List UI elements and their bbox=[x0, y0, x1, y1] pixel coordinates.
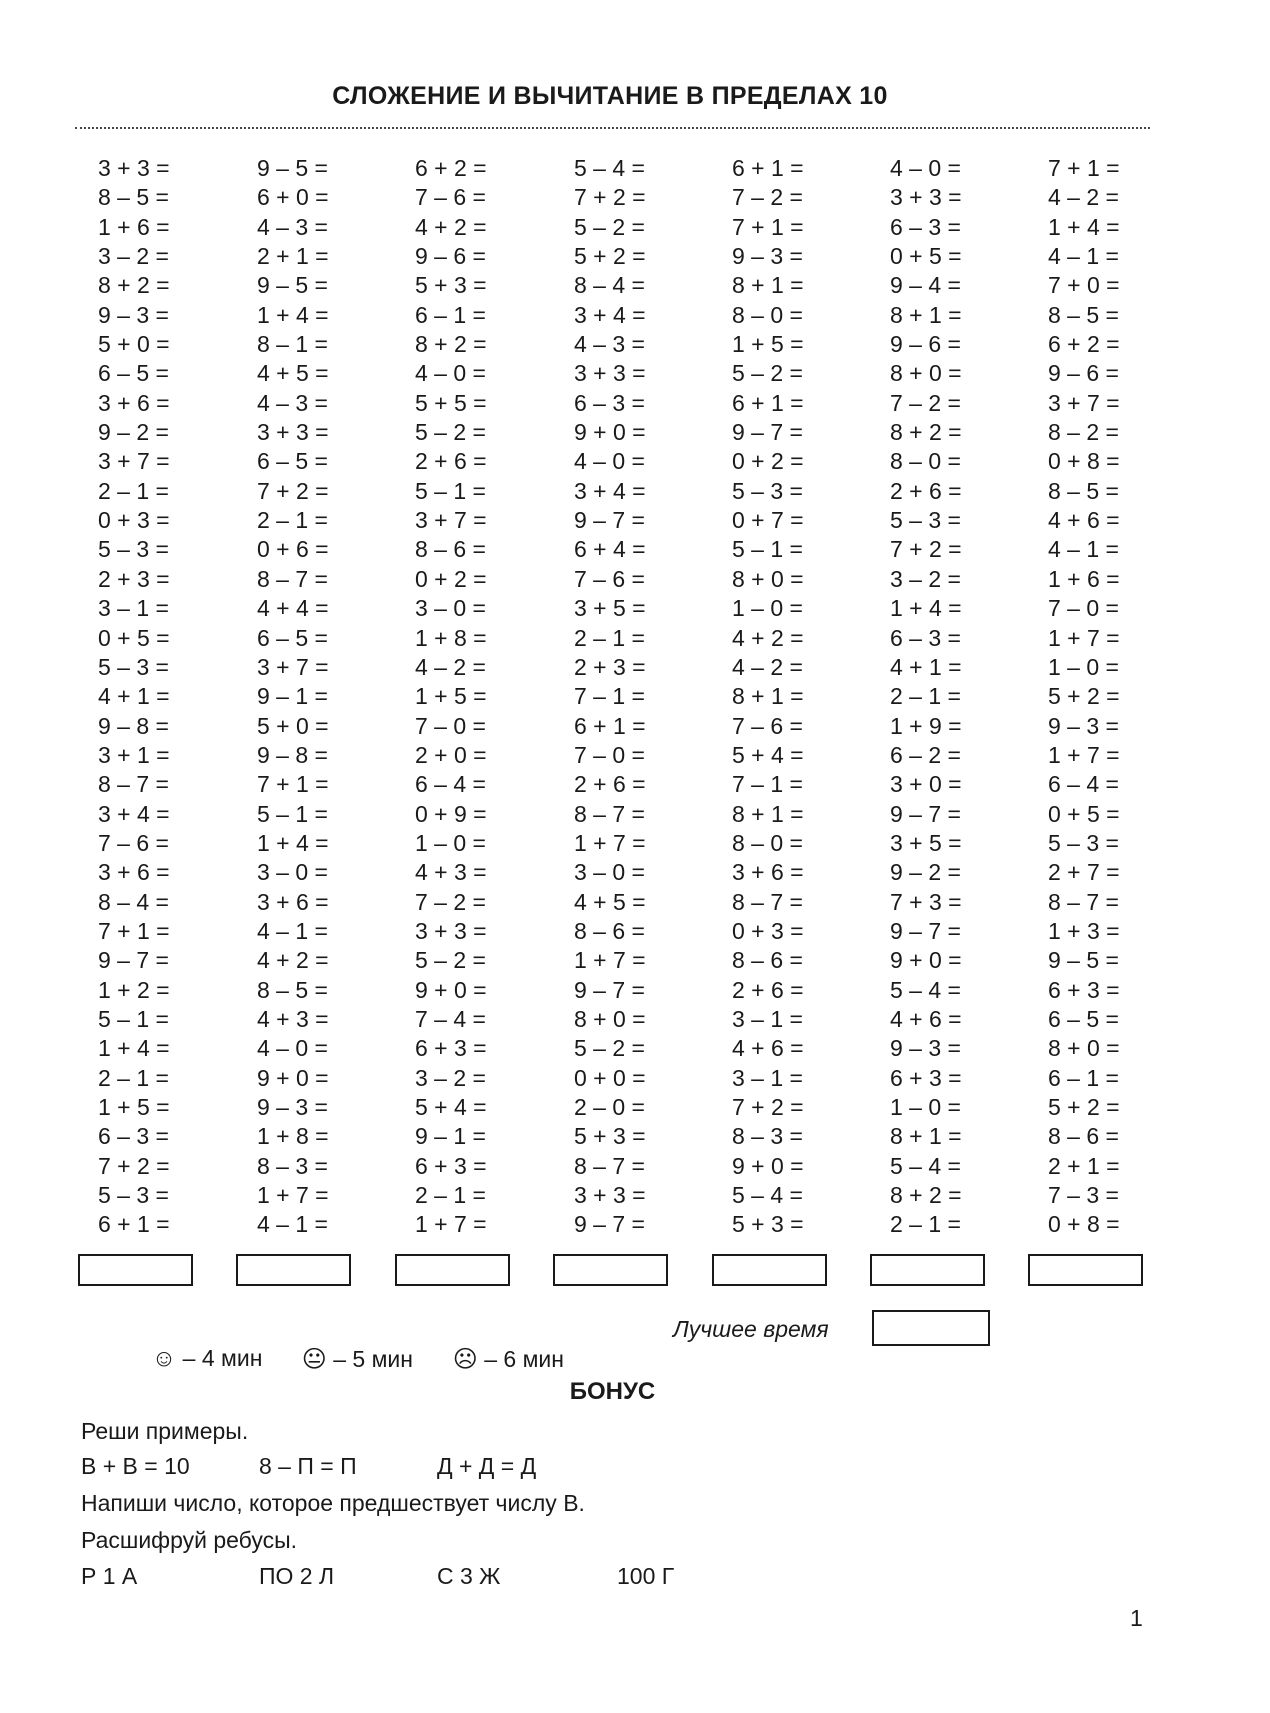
exercise-item: 1 + 6 = bbox=[98, 213, 170, 240]
exercise-item: 9 + 0 = bbox=[890, 947, 962, 974]
exercise-item: 6 – 4 = bbox=[415, 771, 486, 798]
exercise-item: 3 + 3 = bbox=[890, 184, 962, 211]
exercise-item: 6 – 2 = bbox=[890, 741, 961, 768]
exercise-item: 4 + 1 = bbox=[890, 653, 962, 680]
exercise-item: 4 – 1 = bbox=[1048, 536, 1119, 563]
exercise-item: 8 – 3 = bbox=[732, 1123, 803, 1150]
exercise-item: 6 – 5 = bbox=[1048, 1005, 1119, 1032]
exercise-item: 6 + 1 = bbox=[732, 389, 804, 416]
exercise-item: 5 + 4 = bbox=[415, 1094, 487, 1120]
exercise-item: 7 – 3 = bbox=[1048, 1182, 1119, 1209]
exercise-item: 8 – 3 = bbox=[257, 1152, 328, 1179]
exercise-item: 1 + 7 = bbox=[574, 947, 646, 974]
exercise-item: 8 – 7 = bbox=[1048, 888, 1119, 915]
exercise-item: 3 + 7 = bbox=[257, 653, 329, 680]
exercise-item: 1 + 8 = bbox=[257, 1123, 329, 1150]
exercise-item: 7 – 0 = bbox=[1048, 595, 1119, 622]
exercise-item: 1 + 2 = bbox=[98, 976, 170, 1003]
exercise-item: 8 – 6 = bbox=[1048, 1123, 1119, 1150]
exercise-item: 8 – 7 = bbox=[98, 771, 169, 798]
exercise-item: 1 + 8 = bbox=[415, 624, 487, 651]
exercise-item: 7 + 0 = bbox=[1048, 272, 1120, 299]
exercise-item: 9 – 1 = bbox=[257, 683, 328, 710]
time-box-column-5[interactable] bbox=[712, 1254, 827, 1286]
exercise-item: 2 – 0 = bbox=[574, 1094, 645, 1120]
exercise-item: 6 – 1 = bbox=[1048, 1064, 1119, 1091]
exercise-item: 4 + 5 = bbox=[257, 360, 329, 387]
exercise-item: 4 + 5 = bbox=[574, 888, 646, 915]
exercise-item: 4 – 0 = bbox=[890, 155, 961, 181]
exercise-item: 8 + 0 = bbox=[890, 360, 962, 387]
exercise-column-2 bbox=[257, 154, 397, 1240]
exercise-item: 9 – 5 = bbox=[257, 155, 328, 181]
exercise-item: 7 + 1 = bbox=[1048, 155, 1120, 181]
time-box-column-6[interactable] bbox=[870, 1254, 985, 1286]
exercise-item: 5 + 0 = bbox=[98, 331, 170, 358]
exercise-item: 8 + 2 = bbox=[98, 272, 170, 299]
exercise-column-4 bbox=[574, 154, 714, 1240]
exercise-item: 4 – 1 = bbox=[257, 917, 328, 944]
exercise-item: 4 + 3 = bbox=[415, 859, 487, 886]
exercise-item: 7 – 6 = bbox=[98, 829, 169, 856]
exercise-item: 6 + 2 = bbox=[415, 155, 487, 181]
page-number: 1 bbox=[1130, 1605, 1143, 1631]
exercise-item: 8 + 1 = bbox=[732, 683, 804, 710]
exercise-item: 9 – 6 = bbox=[415, 243, 486, 270]
exercise-item: 5 + 5 = bbox=[415, 389, 487, 416]
exercise-item: 8 – 4 = bbox=[98, 888, 169, 915]
exercise-item: 9 – 1 = bbox=[415, 1123, 486, 1150]
exercise-item: 3 + 5 = bbox=[890, 829, 962, 856]
exercise-item: 2 + 6 = bbox=[732, 976, 804, 1003]
exercise-item: 9 – 8 = bbox=[98, 712, 169, 739]
bonus-equation: В + В = 10 bbox=[81, 1453, 190, 1479]
exercise-item: 4 – 1 = bbox=[1048, 243, 1119, 270]
exercise-item: 3 + 4 = bbox=[98, 800, 170, 827]
exercise-item: 7 – 2 = bbox=[890, 389, 961, 416]
exercise-item: 7 – 0 = bbox=[415, 712, 486, 739]
exercise-item: 4 – 2 = bbox=[1048, 184, 1119, 211]
exercise-item: 6 – 5 = bbox=[98, 360, 169, 387]
exercise-item: 1 – 0 = bbox=[415, 829, 486, 856]
exercise-item: 5 – 4 = bbox=[890, 1152, 961, 1179]
rebus-item: С 3 Ж bbox=[437, 1563, 501, 1589]
exercise-item: 5 – 1 = bbox=[415, 477, 486, 504]
exercise-item: 0 + 8 = bbox=[1048, 448, 1120, 475]
exercise-item: 4 – 3 = bbox=[574, 331, 645, 358]
exercise-item: 5 + 0 = bbox=[257, 712, 329, 739]
exercise-item: 6 – 5 = bbox=[257, 448, 328, 475]
exercise-item: 4 + 2 = bbox=[732, 624, 804, 651]
exercise-item: 1 + 4 = bbox=[257, 829, 329, 856]
exercise-item: 6 – 3 = bbox=[574, 389, 645, 416]
exercise-item: 6 + 1 = bbox=[574, 712, 646, 739]
exercise-item: 5 – 1 = bbox=[98, 1005, 169, 1032]
exercise-item: 8 – 0 = bbox=[890, 448, 961, 475]
exercise-item: 7 + 1 = bbox=[98, 917, 170, 944]
exercise-item: 6 + 0 = bbox=[257, 184, 329, 211]
exercise-column-7 bbox=[1048, 154, 1188, 1240]
bonus-title: БОНУС bbox=[569, 1378, 656, 1405]
exercise-item: 3 – 2 = bbox=[890, 565, 961, 592]
exercise-item: 8 – 7 = bbox=[574, 1152, 645, 1179]
exercise-item: 8 – 0 = bbox=[732, 301, 803, 328]
time-box-column-1[interactable] bbox=[78, 1254, 193, 1286]
exercise-item: 7 – 6 = bbox=[574, 565, 645, 592]
exercise-item: 0 + 2 = bbox=[732, 448, 804, 475]
exercise-item: 3 + 3 = bbox=[574, 1182, 646, 1209]
exercise-item: 1 + 4 = bbox=[98, 1035, 170, 1062]
exercise-item: 5 + 3 = bbox=[732, 1211, 804, 1238]
exercise-item: 8 + 2 = bbox=[890, 419, 962, 446]
exercise-item: 5 – 1 = bbox=[257, 800, 328, 827]
exercise-item: 5 – 3 = bbox=[98, 653, 169, 680]
exercise-item: 7 – 1 = bbox=[574, 683, 645, 710]
timing-happy-label: – 4 мин bbox=[176, 1345, 263, 1371]
exercise-item: 0 + 5 = bbox=[98, 624, 170, 651]
exercise-item: 2 + 1 = bbox=[1048, 1152, 1120, 1179]
exercise-item: 8 – 7 = bbox=[732, 888, 803, 915]
exercise-item: 5 + 2 = bbox=[1048, 1094, 1120, 1120]
exercise-item: 5 + 3 = bbox=[574, 1123, 646, 1150]
exercise-item: 1 + 5 = bbox=[415, 683, 487, 710]
exercise-item: 3 – 1 = bbox=[732, 1005, 803, 1032]
exercise-item: 8 + 0 = bbox=[732, 565, 804, 592]
exercise-item: 0 + 3 = bbox=[732, 917, 804, 944]
exercise-item: 1 + 4 = bbox=[1048, 213, 1120, 240]
exercise-item: 9 – 3 = bbox=[1048, 712, 1119, 739]
exercise-item: 6 + 3 = bbox=[1048, 976, 1120, 1003]
exercise-item: 8 – 6 = bbox=[415, 536, 486, 563]
time-box-column-2[interactable] bbox=[236, 1254, 351, 1286]
bonus-instruction-solve: Реши примеры. bbox=[81, 1418, 249, 1444]
exercise-item: 6 – 3 = bbox=[98, 1123, 169, 1150]
exercise-item: 8 – 7 = bbox=[574, 800, 645, 827]
exercise-item: 9 – 3 = bbox=[732, 243, 803, 270]
exercise-item: 5 + 2 = bbox=[1048, 683, 1120, 710]
exercise-item: 8 + 1 = bbox=[732, 272, 804, 299]
exercise-item: 6 + 3 = bbox=[415, 1152, 487, 1179]
exercise-item: 5 – 3 = bbox=[98, 536, 169, 563]
bonus-equation: Д + Д = Д bbox=[437, 1453, 537, 1479]
exercise-item: 4 – 0 = bbox=[415, 360, 486, 387]
exercise-item: 9 – 5 = bbox=[257, 272, 328, 299]
exercise-item: 8 – 5 = bbox=[1048, 301, 1119, 328]
exercise-item: 1 + 3 = bbox=[1048, 917, 1120, 944]
exercise-item: 5 – 2 = bbox=[574, 213, 645, 240]
exercise-item: 1 – 0 = bbox=[1048, 653, 1119, 680]
exercise-item: 3 + 7 = bbox=[1048, 389, 1120, 416]
timing-sad-label: – 6 мин bbox=[477, 1346, 564, 1372]
exercise-item: 8 + 2 = bbox=[890, 1182, 962, 1209]
exercise-item: 8 – 5 = bbox=[257, 976, 328, 1003]
exercise-item: 6 + 1 = bbox=[732, 155, 804, 181]
neutral-face-icon: 😐 bbox=[301, 1346, 327, 1373]
exercise-item: 1 + 7 = bbox=[1048, 741, 1120, 768]
exercise-item: 9 – 4 = bbox=[890, 272, 961, 299]
exercise-item: 5 – 2 = bbox=[732, 360, 803, 387]
exercise-item: 3 + 6 = bbox=[98, 389, 170, 416]
exercise-item: 6 – 5 = bbox=[257, 624, 328, 651]
exercise-item: 2 + 7 = bbox=[1048, 859, 1120, 886]
exercise-item: 9 – 7 = bbox=[574, 507, 645, 534]
exercise-item: 6 + 4 = bbox=[574, 536, 646, 563]
exercise-item: 4 + 6 = bbox=[890, 1005, 962, 1032]
exercise-item: 3 + 6 = bbox=[98, 859, 170, 886]
exercise-item: 7 + 2 = bbox=[257, 477, 329, 504]
exercise-item: 1 – 0 = bbox=[732, 595, 803, 622]
exercise-item: 8 – 5 = bbox=[1048, 477, 1119, 504]
exercise-item: 6 – 1 = bbox=[415, 301, 486, 328]
exercise-item: 2 + 6 = bbox=[415, 448, 487, 475]
exercise-item: 8 – 6 = bbox=[732, 947, 803, 974]
exercise-item: 1 + 4 = bbox=[257, 301, 329, 328]
rebus-item: ПО 2 Л bbox=[259, 1563, 335, 1589]
bonus-instruction-rebus: Расшифруй ребусы. bbox=[81, 1527, 298, 1553]
exercise-item: 4 + 2 = bbox=[257, 947, 329, 974]
exercise-item: 7 + 1 = bbox=[257, 771, 329, 798]
exercise-item: 0 + 5 = bbox=[890, 243, 962, 270]
exercise-item: 4 + 4 = bbox=[257, 595, 329, 622]
exercise-item: 7 – 2 = bbox=[415, 888, 486, 915]
exercise-item: 3 + 3 = bbox=[98, 155, 170, 181]
exercise-item: 0 + 6 = bbox=[257, 536, 329, 563]
exercise-item: 9 – 2 = bbox=[890, 859, 961, 886]
exercise-item: 5 + 3 = bbox=[415, 272, 487, 299]
exercise-item: 9 – 3 = bbox=[890, 1035, 961, 1062]
exercise-item: 3 – 2 = bbox=[98, 243, 169, 270]
exercise-item: 9 – 7 = bbox=[574, 1211, 645, 1238]
exercise-item: 8 + 1 = bbox=[890, 1123, 962, 1150]
exercise-item: 2 – 1 = bbox=[415, 1182, 486, 1209]
exercise-item: 9 – 8 = bbox=[257, 741, 328, 768]
exercise-item: 7 + 1 = bbox=[732, 213, 804, 240]
exercise-item: 5 – 2 = bbox=[574, 1035, 645, 1062]
exercise-item: 7 + 2 = bbox=[98, 1152, 170, 1179]
exercise-item: 8 + 0 = bbox=[1048, 1035, 1120, 1062]
exercise-item: 8 + 1 = bbox=[732, 800, 804, 827]
sad-face-icon: ☹ bbox=[452, 1346, 478, 1373]
title-divider bbox=[75, 127, 1150, 129]
exercise-item: 0 + 5 = bbox=[1048, 800, 1120, 827]
exercise-item: 7 + 2 = bbox=[574, 184, 646, 211]
exercise-item: 7 + 2 = bbox=[890, 536, 962, 563]
exercise-item: 3 + 6 = bbox=[732, 859, 804, 886]
exercise-item: 5 – 4 = bbox=[574, 155, 645, 181]
exercise-item: 3 + 7 = bbox=[98, 448, 170, 475]
time-box-column-4[interactable] bbox=[553, 1254, 668, 1286]
exercise-item: 5 – 3 = bbox=[890, 507, 961, 534]
exercise-item: 3 + 7 = bbox=[415, 507, 487, 534]
time-box-column-7[interactable] bbox=[1028, 1254, 1143, 1286]
exercise-item: 4 – 3 = bbox=[257, 213, 328, 240]
time-box-column-3[interactable] bbox=[395, 1254, 510, 1286]
exercise-item: 1 + 7 = bbox=[574, 829, 646, 856]
exercise-item: 8 + 2 = bbox=[415, 331, 487, 358]
exercise-item: 7 + 3 = bbox=[890, 888, 962, 915]
exercise-item: 9 + 0 = bbox=[257, 1064, 329, 1091]
exercise-item: 9 – 5 = bbox=[1048, 947, 1119, 974]
exercise-item: 2 + 3 = bbox=[98, 565, 170, 592]
exercise-item: 9 – 6 = bbox=[1048, 360, 1119, 387]
best-time-label: Лучшее время bbox=[673, 1316, 829, 1342]
exercise-item: 4 + 1 = bbox=[98, 683, 170, 710]
bonus-instruction-number: Напиши число, которое предшествует числу В. bbox=[81, 1490, 585, 1516]
exercise-item: 3 – 0 = bbox=[574, 859, 645, 886]
exercise-item: 6 + 3 = bbox=[415, 1035, 487, 1062]
exercise-item: 8 – 4 = bbox=[574, 272, 645, 299]
exercise-item: 5 + 2 = bbox=[574, 243, 646, 270]
exercise-item: 6 + 2 = bbox=[1048, 331, 1120, 358]
exercise-item: 7 – 1 = bbox=[732, 771, 803, 798]
exercise-item: 5 – 3 = bbox=[1048, 829, 1119, 856]
exercise-column-5 bbox=[732, 154, 872, 1240]
best-time-box[interactable] bbox=[872, 1310, 990, 1346]
exercise-item: 9 – 7 = bbox=[574, 976, 645, 1003]
exercise-item: 9 + 0 = bbox=[732, 1152, 804, 1179]
exercise-item: 5 – 3 = bbox=[98, 1182, 169, 1209]
exercise-item: 8 – 6 = bbox=[574, 917, 645, 944]
exercise-item: 4 + 2 = bbox=[415, 213, 487, 240]
exercise-item: 2 – 1 = bbox=[98, 477, 169, 504]
exercise-item: 4 + 6 = bbox=[1048, 507, 1120, 534]
timing-happy bbox=[139, 1318, 262, 1373]
exercise-column-1 bbox=[98, 154, 238, 1240]
exercise-item: 5 – 4 = bbox=[732, 1182, 803, 1209]
rebus-item: Р 1 А bbox=[81, 1563, 138, 1589]
exercise-item: 3 + 4 = bbox=[574, 301, 646, 328]
exercise-item: 1 + 5 = bbox=[732, 331, 804, 358]
exercise-item: 4 + 6 = bbox=[732, 1035, 804, 1062]
exercise-item: 2 + 6 = bbox=[574, 771, 646, 798]
exercise-item: 0 + 7 = bbox=[732, 507, 804, 534]
exercise-item: 8 – 0 = bbox=[732, 829, 803, 856]
exercise-item: 2 + 0 = bbox=[415, 741, 487, 768]
exercise-item: 3 + 6 = bbox=[257, 888, 329, 915]
timing-neutral-label: – 5 мин bbox=[326, 1346, 413, 1372]
exercise-item: 8 – 5 = bbox=[98, 184, 169, 211]
exercise-item: 9 – 7 = bbox=[890, 917, 961, 944]
exercise-item: 1 + 4 = bbox=[890, 595, 962, 622]
exercise-item: 3 – 2 = bbox=[415, 1064, 486, 1091]
exercise-item: 9 – 3 = bbox=[257, 1094, 328, 1120]
exercise-item: 5 – 1 = bbox=[732, 536, 803, 563]
exercise-item: 8 + 0 = bbox=[574, 1005, 646, 1032]
exercise-item: 3 + 4 = bbox=[574, 477, 646, 504]
exercise-item: 0 + 9 = bbox=[415, 800, 487, 827]
exercise-item: 7 – 6 = bbox=[415, 184, 486, 211]
exercise-item: 2 – 1 = bbox=[98, 1064, 169, 1091]
exercise-item: 7 – 2 = bbox=[732, 184, 803, 211]
exercise-item: 2 + 3 = bbox=[574, 653, 646, 680]
exercise-item: 3 + 5 = bbox=[574, 595, 646, 622]
exercise-item: 1 + 7 = bbox=[1048, 624, 1120, 651]
exercise-item: 0 + 2 = bbox=[415, 565, 487, 592]
exercise-item: 2 + 1 = bbox=[257, 243, 329, 270]
exercise-item: 9 + 0 = bbox=[415, 976, 487, 1003]
exercise-item: 8 + 1 = bbox=[890, 301, 962, 328]
exercise-item: 5 – 4 = bbox=[890, 976, 961, 1003]
exercise-item: 4 – 0 = bbox=[574, 448, 645, 475]
exercise-item: 4 – 3 = bbox=[257, 389, 328, 416]
exercise-item: 6 + 3 = bbox=[890, 1064, 962, 1091]
exercise-item: 1 + 7 = bbox=[415, 1211, 487, 1238]
exercise-item: 4 – 1 = bbox=[257, 1211, 328, 1238]
happy-face-icon: ☺ bbox=[151, 1345, 177, 1372]
exercise-item: 4 – 2 = bbox=[732, 653, 803, 680]
exercise-column-6 bbox=[890, 154, 1030, 1240]
exercise-item: 8 – 7 = bbox=[257, 565, 328, 592]
rebus-item: 100 Г bbox=[617, 1563, 675, 1589]
exercise-item: 7 + 2 = bbox=[732, 1094, 804, 1120]
exercise-item: 9 – 7 = bbox=[890, 800, 961, 827]
exercise-item: 1 + 7 = bbox=[257, 1182, 329, 1209]
exercise-item: 3 – 1 = bbox=[732, 1064, 803, 1091]
exercise-column-3 bbox=[415, 154, 555, 1240]
exercise-item: 6 – 3 = bbox=[890, 213, 961, 240]
exercise-item: 3 + 3 = bbox=[257, 419, 329, 446]
timing-neutral bbox=[289, 1318, 413, 1374]
exercise-item: 9 – 3 = bbox=[98, 301, 169, 328]
exercise-item: 3 + 3 = bbox=[415, 917, 487, 944]
exercise-item: 5 + 4 = bbox=[732, 741, 804, 768]
exercise-item: 9 – 6 = bbox=[890, 331, 961, 358]
exercise-item: 0 + 8 = bbox=[1048, 1211, 1120, 1238]
exercise-item: 8 – 1 = bbox=[257, 331, 328, 358]
exercise-item: 6 + 1 = bbox=[98, 1211, 170, 1238]
exercise-item: 0 + 0 = bbox=[574, 1064, 646, 1091]
exercise-item: 7 – 0 = bbox=[574, 741, 645, 768]
exercise-item: 7 – 4 = bbox=[415, 1005, 486, 1032]
exercise-item: 3 – 1 = bbox=[98, 595, 169, 622]
exercise-item: 9 – 7 = bbox=[98, 947, 169, 974]
exercise-item: 2 – 1 = bbox=[574, 624, 645, 651]
exercise-item: 0 + 3 = bbox=[98, 507, 170, 534]
exercise-item: 1 – 0 = bbox=[890, 1094, 961, 1120]
exercise-item: 5 – 2 = bbox=[415, 947, 486, 974]
exercise-item: 6 – 3 = bbox=[890, 624, 961, 651]
exercise-item: 2 – 1 = bbox=[890, 1211, 961, 1238]
exercise-item: 3 – 0 = bbox=[415, 595, 486, 622]
exercise-item: 9 – 2 = bbox=[98, 419, 169, 446]
page-title: СЛОЖЕНИЕ И ВЫЧИТАНИЕ В ПРЕДЕЛАХ 10 bbox=[332, 82, 888, 110]
exercise-item: 3 + 1 = bbox=[98, 741, 170, 768]
exercise-item: 9 + 0 = bbox=[574, 419, 646, 446]
exercise-item: 6 – 4 = bbox=[1048, 771, 1119, 798]
exercise-item: 2 – 1 = bbox=[890, 683, 961, 710]
exercise-item: 2 – 1 = bbox=[257, 507, 328, 534]
timing-sad bbox=[440, 1318, 564, 1374]
exercise-item: 1 + 5 = bbox=[98, 1094, 170, 1120]
exercise-item: 7 – 6 = bbox=[732, 712, 803, 739]
exercise-item: 5 – 3 = bbox=[732, 477, 803, 504]
exercise-item: 3 + 3 = bbox=[574, 360, 646, 387]
exercise-item: 5 – 2 = bbox=[415, 419, 486, 446]
exercise-item: 4 – 0 = bbox=[257, 1035, 328, 1062]
bonus-equation: 8 – П = П bbox=[259, 1453, 357, 1479]
exercise-item: 4 – 2 = bbox=[415, 653, 486, 680]
exercise-item: 3 + 0 = bbox=[890, 771, 962, 798]
exercise-item: 9 – 7 = bbox=[732, 419, 803, 446]
exercise-item: 4 + 3 = bbox=[257, 1005, 329, 1032]
exercise-item: 1 + 9 = bbox=[890, 712, 962, 739]
exercise-item: 8 – 2 = bbox=[1048, 419, 1119, 446]
exercise-item: 2 + 6 = bbox=[890, 477, 962, 504]
exercise-item: 3 – 0 = bbox=[257, 859, 328, 886]
exercise-item: 1 + 6 = bbox=[1048, 565, 1120, 592]
